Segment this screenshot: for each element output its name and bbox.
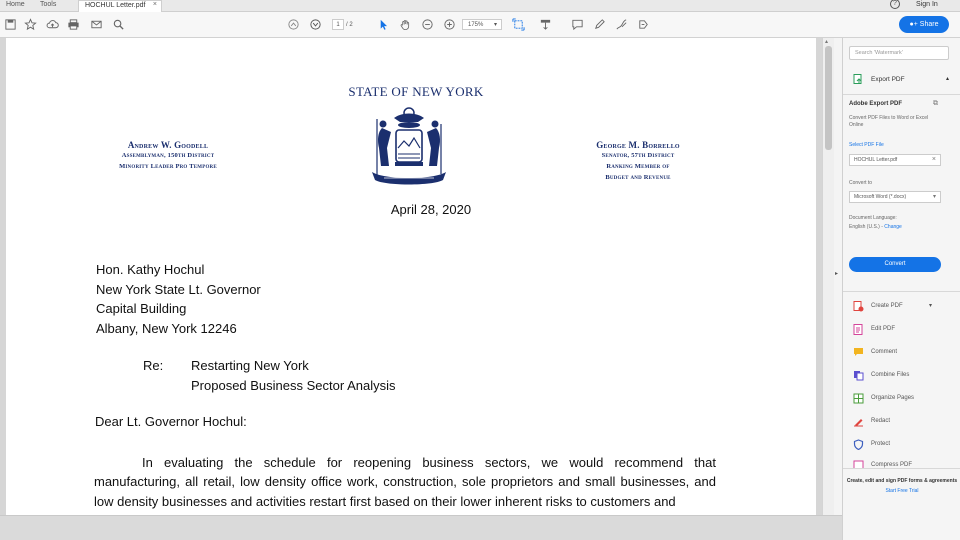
document-language-label: Document Language:	[849, 215, 897, 221]
salutation: Dear Lt. Governor Hochul:	[95, 414, 247, 429]
star-icon[interactable]	[22, 17, 38, 33]
horizontal-scroll-area	[0, 515, 842, 540]
select-pdf-file-label: Select PDF File	[849, 142, 884, 148]
sign-in-link[interactable]: Sign In	[916, 1, 938, 8]
previous-page-icon[interactable]	[285, 17, 301, 33]
email-icon[interactable]	[88, 17, 104, 33]
share-person-icon: ●+	[909, 21, 920, 28]
tools-tab[interactable]: Tools	[40, 1, 57, 8]
find-icon[interactable]	[110, 17, 126, 33]
document-tab[interactable]	[78, 0, 162, 12]
draw-tool-icon[interactable]	[613, 17, 629, 33]
tool-protect[interactable]	[853, 438, 953, 452]
pane-collapse-handle[interactable]	[834, 38, 842, 515]
tool-label: Redact	[871, 418, 891, 424]
tool-label: Comment	[871, 349, 898, 355]
cloud-upload-icon[interactable]	[44, 17, 60, 33]
export-pdf-icon	[853, 74, 863, 85]
select-tool-icon[interactable]	[375, 17, 391, 33]
tool-create-pdf[interactable]	[853, 300, 953, 314]
tool-compress-pdf[interactable]	[853, 459, 953, 468]
tool-label: Compress PDF	[871, 462, 913, 468]
assemblyman-role: Minority Leader Pro Tempore	[119, 163, 217, 170]
convert-format-value: Microsoft Word (*.docx)	[854, 194, 907, 200]
tool-edit-pdf[interactable]	[853, 323, 953, 337]
free-trial-link[interactable]: Start Free Trial	[885, 488, 919, 494]
convert-format-select[interactable]	[849, 191, 941, 203]
share-button[interactable]	[899, 16, 949, 33]
page-total: / 2	[346, 22, 353, 28]
export-pdf-label: Export PDF	[871, 76, 905, 83]
address-line: Albany, New York 12246	[96, 320, 237, 336]
subject-line: Restarting New York	[191, 358, 309, 373]
zoom-dropdown[interactable]	[462, 19, 502, 30]
tool-comment[interactable]	[853, 346, 953, 360]
divider	[843, 291, 960, 292]
convert-to-label: Convert to	[849, 180, 873, 186]
print-icon[interactable]	[65, 17, 81, 33]
pdf-page	[6, 38, 816, 515]
address-line: Hon. Kathy Hochul	[96, 262, 205, 277]
comment-icon	[853, 347, 864, 358]
promo-footer	[843, 468, 960, 540]
selected-file-field[interactable]	[849, 154, 941, 166]
chevron-down-icon: ▾	[932, 194, 936, 200]
organize-pages-icon	[853, 393, 864, 404]
senator-role: Ranking Member of	[606, 163, 670, 170]
chevron-down-icon: ▾	[493, 22, 497, 28]
zoom-value: 175%	[468, 22, 484, 28]
change-language-link[interactable]: Change	[884, 224, 902, 230]
zoom-out-icon[interactable]	[419, 17, 435, 33]
highlight-pen-icon[interactable]	[591, 17, 607, 33]
adobe-export-title: Adobe Export PDF	[849, 101, 903, 107]
senator-committee: Budget and Revenue	[605, 174, 671, 181]
document-language: Document Language: English (U.S.) - Change	[849, 215, 902, 230]
selected-file-name: HOCHUL Letter.pdf	[854, 157, 898, 163]
share-label: Share	[919, 21, 939, 28]
scroll-up-icon[interactable]: ▴	[825, 39, 829, 45]
assemblyman-block	[98, 140, 238, 172]
address-line: Capital Building	[96, 301, 187, 316]
adobe-export-description: Convert PDF Files to Word or Excel Online	[849, 115, 929, 128]
senator-title: Senator, 57th District	[601, 152, 675, 159]
comment-icon[interactable]	[569, 17, 585, 33]
promo-text: Create, edit and sign PDF forms & agreements	[846, 478, 958, 484]
body-paragraph	[94, 453, 716, 511]
tool-label: Protect	[871, 441, 891, 447]
scrollbar-thumb[interactable]	[825, 46, 832, 150]
collapse-panel-icon[interactable]: ⧉	[933, 100, 938, 107]
document-tab-title: HOCHUL Letter.pdf	[85, 2, 146, 9]
export-pdf-header[interactable]	[853, 74, 949, 86]
close-tab-icon[interactable]: ×	[152, 1, 157, 8]
chevron-down-icon[interactable]: ▾	[929, 303, 933, 309]
tools-search-input[interactable]: Search 'Watermark'	[849, 46, 949, 60]
create-pdf-icon	[853, 301, 864, 312]
recipient-address	[96, 260, 261, 338]
fit-page-icon[interactable]	[510, 17, 526, 33]
chevron-up-icon[interactable]: ▴	[945, 76, 949, 82]
state-title: STATE OF NEW YORK	[348, 84, 484, 99]
page-number-input[interactable]: 1	[332, 19, 344, 30]
tool-label: Edit PDF	[871, 326, 896, 332]
tool-label: Organize Pages	[871, 395, 915, 401]
subject-label: Re:	[143, 358, 164, 373]
next-page-icon[interactable]	[307, 17, 323, 33]
tool-label: Combine Files	[871, 372, 910, 378]
remove-file-icon[interactable]: ×	[931, 156, 936, 163]
chevron-right-icon: ▸	[835, 271, 839, 277]
combine-files-icon	[853, 370, 864, 381]
fill-sign-icon[interactable]	[635, 17, 651, 33]
assemblyman-title: Assemblyman, 150th District	[121, 152, 215, 159]
vertical-scrollbar[interactable]	[822, 38, 834, 515]
compress-pdf-icon	[853, 460, 864, 468]
tool-label: Create PDF	[871, 303, 903, 309]
senator-block	[568, 140, 708, 183]
divider	[843, 94, 960, 95]
main-toolbar	[0, 12, 960, 38]
save-icon[interactable]	[2, 17, 18, 33]
top-bar	[0, 0, 960, 12]
tools-pane	[842, 38, 960, 540]
edit-pdf-icon	[853, 324, 864, 335]
zoom-in-icon[interactable]	[441, 17, 457, 33]
hand-tool-icon[interactable]	[397, 17, 413, 33]
page-indicator	[332, 19, 353, 30]
convert-button[interactable]: Convert	[849, 257, 941, 272]
letter-date: April 28, 2020	[390, 202, 472, 217]
shield-icon	[853, 439, 864, 450]
scroll-mode-icon[interactable]	[537, 17, 553, 33]
language-value: English (U.S.)	[849, 224, 880, 230]
body-text: In evaluating the schedule for reopening business sectors, we would recommend that manufacturing, all retail, low density office work, construction, sole proprietors and small businesses, and low density businesses and activities restart first based on their lower inherent risks to customers and	[94, 455, 716, 509]
home-tab[interactable]: Home	[6, 1, 25, 8]
address-line: New York State Lt. Governor	[96, 281, 261, 297]
redact-icon	[853, 416, 864, 427]
senator-name: George M. Borrello	[596, 140, 680, 150]
assemblyman-name: Andrew W. Goodell	[127, 140, 209, 150]
subject-line: Proposed Business Sector Analysis	[191, 377, 396, 393]
tool-combine-files[interactable]	[853, 369, 953, 383]
tool-organize-pages[interactable]	[853, 392, 953, 406]
tool-redact[interactable]	[853, 415, 953, 429]
document-viewport[interactable]	[0, 38, 822, 515]
help-icon[interactable]: ?	[890, 0, 900, 9]
new-york-state-seal	[364, 104, 454, 190]
